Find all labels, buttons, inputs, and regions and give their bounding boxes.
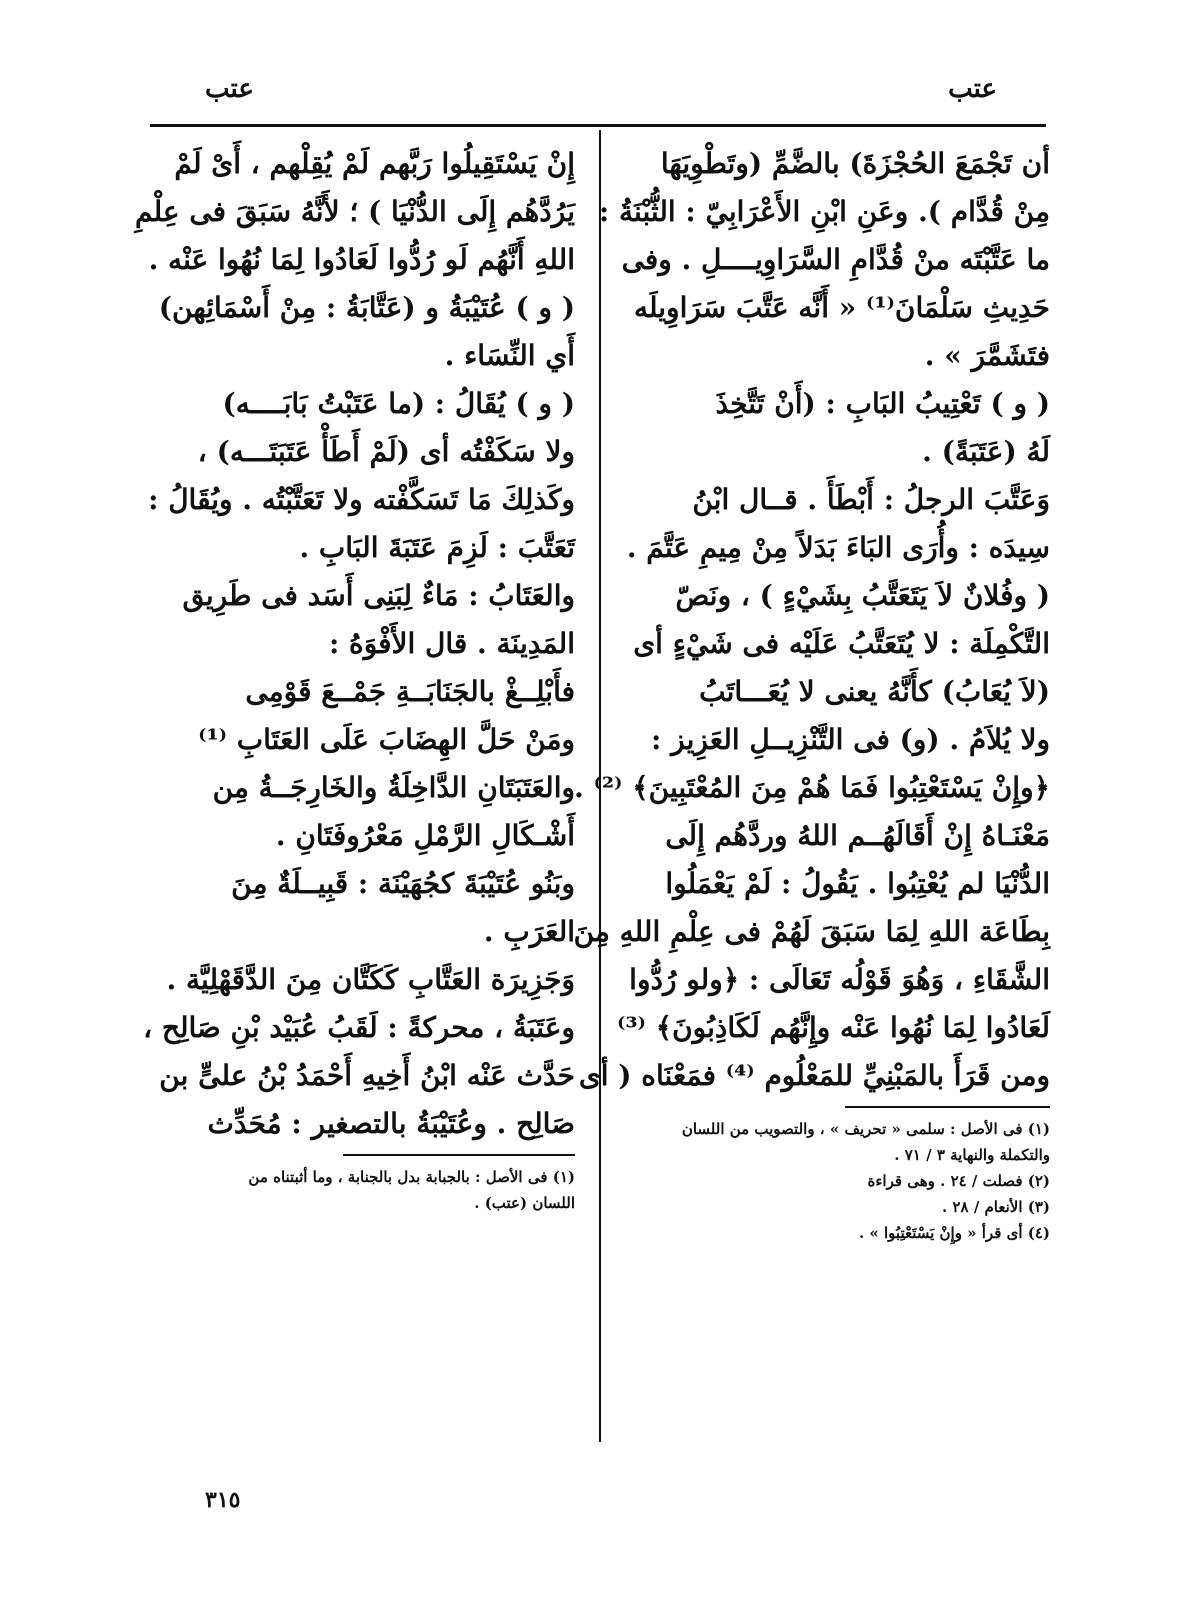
footnote-line: (٤) أى قرأ « وإِنْ يَسْتَعْتِبُوا » . [858,1224,1050,1242]
text-line: وكَذلِكَ مَا تَسَكَّفْته ولا تَعَتَّبْتُه . ويُقَالُ : [148,483,575,516]
right-column [573,140,1050,1246]
left-column [134,140,575,1216]
footnote-line: (٣) الأنعام / ٢٨ . [942,1198,1050,1216]
text-line: لَهُ (عَتَبَةً) . [922,435,1050,468]
footnote-line: اللسان (عتب) . [474,1194,575,1212]
header-right: عتب [948,74,997,104]
text-line: التَّكْمِلَة : لا يُتَعَتَّبُ عَلَيْه فى شَيْءٍ أى [633,627,1050,660]
text-line: وَعَتَّبَ الرجلُ : أَبْطَأَ . قــال ابْنُ [692,483,1050,516]
text-line: وعَتَبَةُ ، محركةً : لَقَبُ عُبَيْد بْنِ صَالِح ، [143,1011,575,1044]
text-line: مِنْ قُدَّام ). وعَنِ ابْنِ الأَعْرَابِيّ : الثُّبْنَةُ : [598,195,1050,228]
text-line: أَشْـكَالِ الرَّمْلِ مَعْرُوفَتَانِ . [275,819,575,852]
footnote-line: (٢) فصلت / ٢٤ . وهى قراءة [867,1172,1050,1190]
text-line: وَجَزِيرَة العَتَّابِ كَكَتَّان مِنَ الدَّقَهْلِيَّة . [166,963,575,996]
text-line: حَدِيثِ سَلْمَانَ⁽¹⁾ « أَنَّه عَتَّبَ سَرَاوِيلَه [633,291,1050,324]
header-rule [150,124,1046,127]
text-line: والعَتَبَتَانِ الدَّاخِلَةُ والخَارِجَــةُ مِن [212,771,575,804]
text-line: اللهِ أَنَّهُم لَو رُدُّوا لَعَادُوا لِمَا نُهُوا عَنْه . [148,243,575,276]
text-line: بِطَاعَة اللهِ لِمَا سَبَقَ لَهُمْ فى عِلْمِ اللهِ مِنَ [573,915,1050,948]
text-line: المَدِينَة . قال الأَفْوَهُ : [328,627,575,660]
text-line: صَالِح . وعُتَيْبَةُ بالتصغير : مُحَدِّث [207,1107,575,1140]
text-line: يَرُدَّهُم إِلَى الدُّنْيَا ) ؛ لأَنَّهُ سَبَقَ فى عِلْمِ [134,195,575,228]
footnote-line: (١) فى الأصل : سلمى « تحريف » ، والتصويب من اللسان [681,1120,1050,1138]
page-number: ٣١٥ [205,1487,241,1513]
footnote-separator [343,1154,575,1156]
text-line: ( و ) يُقَالُ : (ما عَتَبْتُ بَابَــــه) [222,387,575,420]
text-line: مَعْنَـاهُ إِنْ أَقَالَهُــم اللهُ وردَّهُم إِلَى [665,819,1050,852]
text-line: الدُّنْيَا لم يُعْتِبُوا . يَقُولُ : لَمْ يَعْمَلُوا [665,867,1050,900]
footnote-line: والتكملة والنهاية ٣ / ٧١ . [894,1146,1050,1164]
header-left: عتب [205,74,254,104]
text-line: وبَنُو عُتَيْبَةَ كجُهَيْنَة : قَبِيــلَةٌ مِنَ [231,867,575,900]
text-line: سِيدَه : وأُرَى البَاءَ بَدَلاً مِنْ مِيمِ عَتَّمَ . [626,531,1050,564]
text-line: العَرَبِ . [483,915,575,948]
text-line: حَدَّث عَنْه ابْنُ أَخِيهِ أَحْمَدُ بْنُ علىٍّ بن [159,1059,575,1092]
text-line: أَي النِّسَاء . [444,339,575,372]
footnote-line: (١) فى الأصل : بالجبابة بدل بالجنابة ، وما أثبتناه من [248,1168,575,1186]
text-line: فأَبْلِــغْ بالجَنَابَــةِ جَمْــعَ قَوْمِى [245,675,575,708]
text-line: والعَتَابُ : مَاءٌ لِبَنِى أَسَد فى طَرِيق [182,579,575,612]
text-line: أن تَجْمَعَ الحُجْزَةَ) بالضَّمِّ (وتَطْوِيَهَا [660,147,1050,180]
text-line: الشَّقَاءِ ، وَهُوَ قَوْلُه تَعَالَى : ﴿ولو رُدُّوا [629,963,1050,996]
text-line: ما عَتَّبْتَه منْ قُدَّامِ السَّرَاوِيــــلِ . وفى [621,243,1050,276]
text-line: (لاَ يُعَابُ) كأَنَّهُ يعنى لا يُعَـــاتَبُ [699,675,1050,708]
text-line: فتَشَمَّرَ » . [924,339,1050,372]
text-line: ﴿وإِنْ يَسْتَعْتِبُوا فَمَا هُمْ مِنَ المُعْتَبِينَ﴾ ⁽²⁾ . [574,771,1050,804]
text-line: ومن قَرَأَ بالمَبْنِيِّ للمَعْلُوم ⁽⁴⁾ فمَعْنَاه ( أى [578,1059,1050,1092]
text-line: ( وفُلانٌ لاَ يَتَعَتَّبُ بِشَيْءٍ ) ، ونَصّ [675,579,1050,612]
text-line: ( و ) عُتَيْبَةُ و (عَتَّابَةُ : مِنْ أَسْمَائِهن) [158,291,575,324]
footnote-separator [845,1106,1050,1108]
text-line: ولا سَكَفْتُه أى (لَمْ أَطَأْ عَتَبَتَـــه) ، [197,435,575,468]
text-line: ( و ) تَعْتِيبُ البَابِ : (أَنْ تَتَّخِذَ [715,387,1050,420]
text-line: ولا يُلاَمُ . (و) فى التَّنْزِيــلِ العَزِيز : [651,723,1050,756]
text-line: ومَنْ حَلَّ الهِضَابَ عَلَى العَتَابِ ⁽¹⁾ [198,723,575,756]
text-line: لَعَادُوا لِمَا نُهُوا عَنْه وإِنَّهُم لَكَاذِبُونَ﴾ ⁽³⁾ [617,1011,1050,1044]
text-line: إِنْ يَسْتَقِيلُوا رَبَّهم لَمْ يُقِلْهم ، أَىْ لَمْ [174,147,575,180]
text-line: تَعَتَّبَ : لَزِمَ عَتَبَةَ البَابِ . [299,531,575,564]
